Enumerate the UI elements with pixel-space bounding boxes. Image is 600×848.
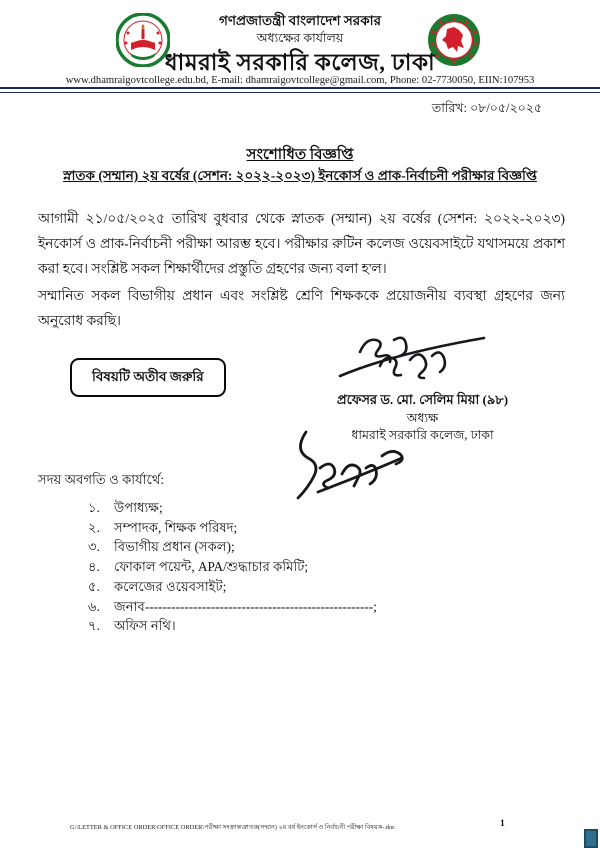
list-item-text: উপাধ্যক্ষ;: [114, 500, 163, 515]
list-item: [88, 616, 377, 636]
government-line: গণপ্রজাতন্ত্রী বাংলাদেশ সরকার: [218, 13, 382, 28]
list-item: [88, 537, 377, 557]
list-item-text: অফিস নথি।: [114, 618, 176, 634]
signatory-institution: ধামরাই সরকারি কলেজ, ঢাকা: [351, 428, 494, 442]
list-item-number: ২.: [88, 519, 100, 535]
initials-scribble-icon: [290, 428, 430, 502]
distribution-list: [88, 498, 377, 636]
list-item: [88, 498, 377, 518]
list-item-number: ৪.: [88, 559, 100, 575]
contact-line: www.dhamraigovtcollege.edu.bd, E-mail: dhamraigovtcollege@gmail.com, Phone: 02-7730050, EIIN:107953: [65, 75, 535, 86]
distribution-heading: সদয় অবগতি ও কার্যার্থে:: [38, 472, 165, 487]
signatory-name: প্রফেসর ড. মো. সেলিম মিয়া (৯৮): [336, 392, 509, 407]
list-item-text: ফোকাল পয়েন্ট, APA/শুদ্ধাচার কমিটি;: [114, 559, 309, 575]
list-item-text: বিভাগীয় প্রধান (সকল);: [114, 539, 235, 555]
office-line: অধ্যক্ষের কার্যালয়: [256, 31, 344, 45]
list-item-text: কলেজের ওয়েবসাইট;: [114, 578, 227, 594]
signature-scribble-icon: [332, 330, 492, 392]
letterhead: [0, 12, 600, 78]
date-line: তারিখ: ০৮/০৫/২০২৫: [431, 101, 542, 115]
list-item: [88, 518, 377, 538]
college-name: ধামরাই সরকারি কলেজ, ঢাকা: [164, 50, 436, 75]
list-item-number: ৬.: [88, 598, 100, 614]
list-item-number: ৭.: [88, 618, 100, 634]
body-paragraph-1: আগামী ২১/০৫/২০২৫ তারিখ বুধবার থেকে স্নাতক (সম্মান) ২য় বর্ষের (সেশন: ২০২২-২০২৩) ইনকোর্স ও প্রাক-নির্বাচনী পরীক্ষা আরম্ভ হবে। পরীক্ষার রুটিন কলেজ ওয়েবসাইটে যথাসময়ে প্রকাশ করা হবে। সংশ্লিষ্ট সকল শিক্ষার্থীদের প্রস্তুতি গ্রহণের জন্য বলা হ'ল।: [38, 211, 565, 276]
list-item-number: ১.: [88, 500, 100, 515]
list-item: [88, 577, 377, 597]
urgent-note-box: বিষয়টি অতীব জরুরি: [70, 358, 226, 397]
list-item-number: ৩.: [88, 539, 100, 555]
notice-title: সংশোধিত বিজ্ঞপ্তি: [246, 147, 354, 163]
list-item: [88, 597, 377, 617]
document-file-path: G:\LETTER & OFFICE ORDER\OFFICE ORDER\পরীক্ষা সংক্রান্ত\স্নাতক(সম্মান) ২য় বর্ষ ইনকোর্স ও নির্বাচনী পরীক্ষা বিষয়ক-.doc: [70, 824, 396, 831]
signatory-designation: অধ্যক্ষ: [406, 411, 439, 425]
list-item-text: জনাব----------------------------------------------------;: [114, 598, 377, 614]
list-item-number: ৫.: [88, 578, 100, 594]
scrollbar-thumb[interactable]: [584, 829, 598, 848]
body-paragraph-2: সম্মানিত সকল বিভাগীয় প্রধান এবং সংশ্লিষ্ট শ্রেণি শিক্ষককে প্রয়োজনীয় ব্যবস্থা গ্রহণের জন্য অনুরোধ করছি।: [38, 288, 565, 328]
list-item-text: সম্পাদক, শিক্ষক পরিষদ;: [114, 519, 238, 535]
notice-subtitle: স্নাতক (সম্মান) ২য় বর্ষের (সেশন: ২০২২-২০২৩) ইনকোর্স ও প্রাক-নির্বাচনী পরীক্ষার বিজ্ঞপ্তি: [62, 168, 538, 183]
header-divider: [0, 87, 600, 93]
page-number: 1: [500, 819, 505, 829]
list-item: [88, 557, 377, 577]
